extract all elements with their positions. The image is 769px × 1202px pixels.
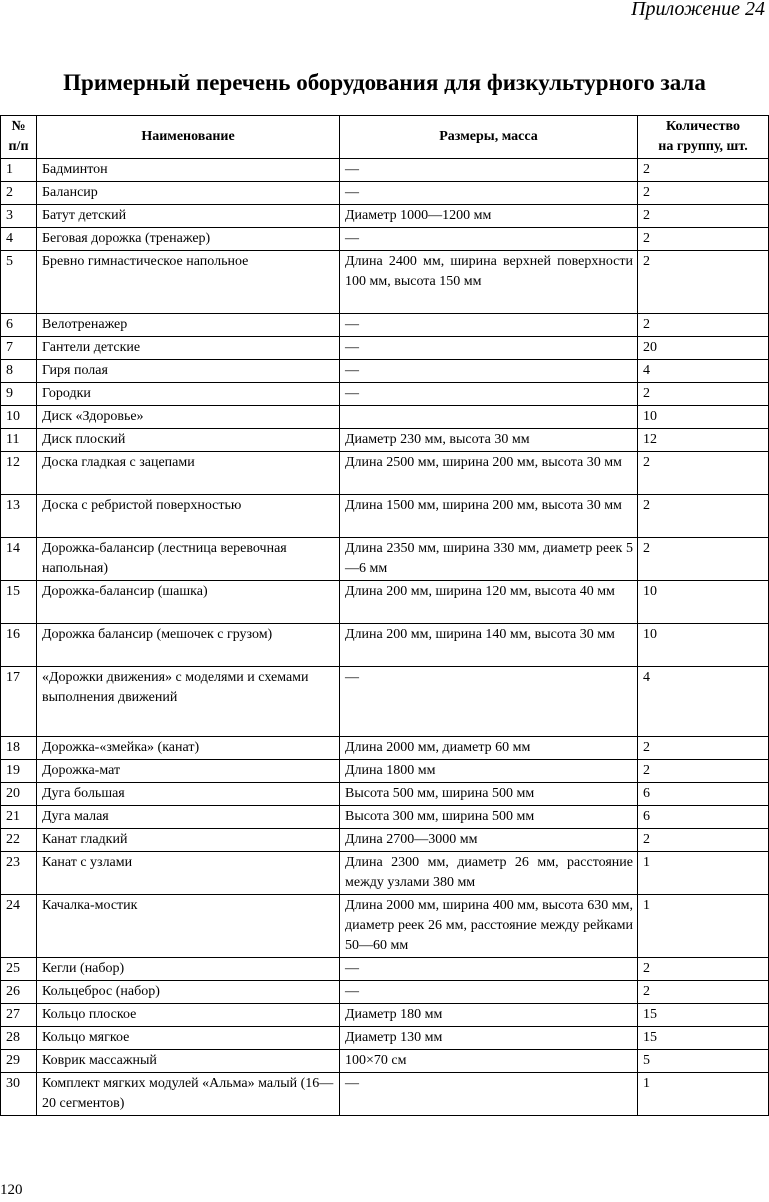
cell-size: Длина 2300 мм, диаметр 26 мм, расстояние между узлами 380 мм	[340, 852, 638, 895]
cell-name: Дорожка-«змейка» (канат)	[37, 737, 340, 760]
cell-number: 10	[1, 406, 37, 429]
table-row	[1, 182, 769, 205]
cell-quantity: 2	[638, 495, 769, 538]
table-row	[1, 159, 769, 182]
cell-size: Длина 1500 мм, ширина 200 мм, высота 30 мм	[340, 495, 638, 538]
appendix-label: Приложение 24	[631, 0, 765, 20]
table-row	[1, 205, 769, 228]
cell-size: —	[340, 667, 638, 737]
cell-size: Длина 2400 мм, ширина верхней поверхности 100 мм, высота 150 мм	[340, 251, 638, 314]
cell-quantity: 4	[638, 360, 769, 383]
cell-quantity: 2	[638, 383, 769, 406]
cell-name: Диск плоский	[37, 429, 340, 452]
cell-name: Кольцо мягкое	[37, 1027, 340, 1050]
cell-number: 26	[1, 981, 37, 1004]
cell-name: Качалка-мостик	[37, 895, 340, 958]
cell-number: 13	[1, 495, 37, 538]
table-row	[1, 829, 769, 852]
table-row	[1, 360, 769, 383]
cell-quantity: 5	[638, 1050, 769, 1073]
cell-size: 100×70 см	[340, 1050, 638, 1073]
table-row	[1, 383, 769, 406]
cell-number: 27	[1, 1004, 37, 1027]
cell-size: —	[340, 337, 638, 360]
cell-number: 11	[1, 429, 37, 452]
cell-name: Городки	[37, 383, 340, 406]
cell-name: Дорожка-балансир (шашка)	[37, 581, 340, 624]
cell-number: 30	[1, 1073, 37, 1116]
cell-quantity: 6	[638, 783, 769, 806]
cell-size: —	[340, 958, 638, 981]
table-row	[1, 251, 769, 314]
cell-number: 7	[1, 337, 37, 360]
table-row	[1, 228, 769, 251]
cell-quantity: 2	[638, 958, 769, 981]
cell-quantity: 10	[638, 581, 769, 624]
table-row	[1, 406, 769, 429]
cell-size: Высота 500 мм, ширина 500 мм	[340, 783, 638, 806]
table-row	[1, 581, 769, 624]
cell-name: Диск «Здоровье»	[37, 406, 340, 429]
cell-quantity: 2	[638, 981, 769, 1004]
cell-number: 28	[1, 1027, 37, 1050]
cell-size: —	[340, 360, 638, 383]
cell-size: Длина 2000 мм, диаметр 60 мм	[340, 737, 638, 760]
cell-number: 22	[1, 829, 37, 852]
cell-name: «Дорожки движения» с моделями и схемами выполнения движений	[37, 667, 340, 737]
table-row	[1, 1050, 769, 1073]
cell-quantity: 1	[638, 1073, 769, 1116]
cell-name: Комплект мягких модулей «Альма» малый (16—20 сегментов)	[37, 1073, 340, 1116]
cell-size	[340, 406, 638, 429]
table-row	[1, 895, 769, 958]
cell-number: 29	[1, 1050, 37, 1073]
cell-number: 8	[1, 360, 37, 383]
cell-number: 4	[1, 228, 37, 251]
cell-name: Кольцеброс (набор)	[37, 981, 340, 1004]
table-row	[1, 852, 769, 895]
cell-quantity: 2	[638, 829, 769, 852]
cell-quantity: 10	[638, 406, 769, 429]
cell-quantity: 1	[638, 895, 769, 958]
table-row	[1, 783, 769, 806]
cell-quantity: 2	[638, 182, 769, 205]
cell-number: 18	[1, 737, 37, 760]
cell-size: Длина 200 мм, ширина 120 мм, высота 40 мм	[340, 581, 638, 624]
cell-name: Доска с ребристой поверхностью	[37, 495, 340, 538]
cell-quantity: 2	[638, 314, 769, 337]
cell-size: Диаметр 230 мм, высота 30 мм	[340, 429, 638, 452]
cell-quantity: 1	[638, 852, 769, 895]
cell-name: Дорожка-балансир (лестница веревочная напольная)	[37, 538, 340, 581]
cell-name: Дорожка-мат	[37, 760, 340, 783]
cell-number: 19	[1, 760, 37, 783]
cell-size: Диаметр 180 мм	[340, 1004, 638, 1027]
equipment-table	[0, 115, 769, 1116]
table-row	[1, 337, 769, 360]
cell-quantity: 2	[638, 205, 769, 228]
cell-quantity: 12	[638, 429, 769, 452]
table-row	[1, 429, 769, 452]
column-header-quantity: Количество на группу, шт.	[638, 116, 769, 159]
cell-name: Батут детский	[37, 205, 340, 228]
cell-size: —	[340, 182, 638, 205]
cell-number: 9	[1, 383, 37, 406]
cell-quantity: 2	[638, 760, 769, 783]
cell-name: Беговая дорожка (тренажер)	[37, 228, 340, 251]
cell-number: 14	[1, 538, 37, 581]
cell-size: Длина 2500 мм, ширина 200 мм, высота 30 мм	[340, 452, 638, 495]
table-row	[1, 737, 769, 760]
cell-quantity: 15	[638, 1004, 769, 1027]
table-row	[1, 760, 769, 783]
cell-number: 2	[1, 182, 37, 205]
cell-size: —	[340, 228, 638, 251]
cell-number: 17	[1, 667, 37, 737]
cell-size: —	[340, 1073, 638, 1116]
column-header-name: Наименование	[37, 116, 340, 159]
cell-number: 6	[1, 314, 37, 337]
table-header-row	[1, 116, 769, 159]
cell-quantity: 6	[638, 806, 769, 829]
cell-quantity: 2	[638, 538, 769, 581]
cell-number: 12	[1, 452, 37, 495]
cell-quantity: 2	[638, 159, 769, 182]
page-number: 120	[0, 1182, 23, 1198]
cell-number: 1	[1, 159, 37, 182]
cell-number: 3	[1, 205, 37, 228]
cell-name: Доска гладкая с зацепами	[37, 452, 340, 495]
cell-number: 20	[1, 783, 37, 806]
cell-name: Велотренажер	[37, 314, 340, 337]
table-row	[1, 981, 769, 1004]
cell-size: Диаметр 1000—1200 мм	[340, 205, 638, 228]
cell-size: Длина 200 мм, ширина 140 мм, высота 30 мм	[340, 624, 638, 667]
cell-quantity: 2	[638, 251, 769, 314]
cell-size: Длина 1800 мм	[340, 760, 638, 783]
cell-size: —	[340, 383, 638, 406]
cell-number: 16	[1, 624, 37, 667]
cell-size: —	[340, 981, 638, 1004]
cell-name: Гиря полая	[37, 360, 340, 383]
cell-size: —	[340, 159, 638, 182]
cell-number: 25	[1, 958, 37, 981]
table-row	[1, 1004, 769, 1027]
cell-name: Кольцо плоское	[37, 1004, 340, 1027]
cell-name: Кегли (набор)	[37, 958, 340, 981]
table-row	[1, 624, 769, 667]
cell-quantity: 15	[638, 1027, 769, 1050]
cell-quantity: 2	[638, 737, 769, 760]
cell-number: 15	[1, 581, 37, 624]
table-row	[1, 1073, 769, 1116]
cell-name: Канат гладкий	[37, 829, 340, 852]
cell-size: Диаметр 130 мм	[340, 1027, 638, 1050]
cell-quantity: 2	[638, 452, 769, 495]
cell-quantity: 10	[638, 624, 769, 667]
cell-name: Дуга малая	[37, 806, 340, 829]
cell-size: Длина 2350 мм, ширина 330 мм, диаметр реек 5—6 мм	[340, 538, 638, 581]
cell-number: 5	[1, 251, 37, 314]
cell-number: 21	[1, 806, 37, 829]
cell-size: Длина 2000 мм, ширина 400 мм, высота 630 мм, диаметр реек 26 мм, расстояние между рейками 50—60 мм	[340, 895, 638, 958]
column-header-size: Размеры, масса	[340, 116, 638, 159]
cell-quantity: 4	[638, 667, 769, 737]
cell-name: Дорожка балансир (мешочек с грузом)	[37, 624, 340, 667]
cell-name: Бревно гимнастическое напольное	[37, 251, 340, 314]
cell-name: Балансир	[37, 182, 340, 205]
table-row	[1, 452, 769, 495]
cell-name: Канат с узлами	[37, 852, 340, 895]
cell-size: Высота 300 мм, ширина 500 мм	[340, 806, 638, 829]
cell-name: Гантели детские	[37, 337, 340, 360]
table-row	[1, 806, 769, 829]
cell-size: —	[340, 314, 638, 337]
cell-size: Длина 2700—3000 мм	[340, 829, 638, 852]
table-row	[1, 667, 769, 737]
table-row	[1, 538, 769, 581]
cell-name: Коврик массажный	[37, 1050, 340, 1073]
table-row	[1, 958, 769, 981]
table-row	[1, 1027, 769, 1050]
page-title: Примерный перечень оборудования для физкультурного зала	[63, 70, 706, 95]
cell-number: 23	[1, 852, 37, 895]
cell-quantity: 20	[638, 337, 769, 360]
cell-quantity: 2	[638, 228, 769, 251]
table-row	[1, 495, 769, 538]
cell-name: Дуга большая	[37, 783, 340, 806]
column-header-number: № п/п	[1, 116, 37, 159]
table-row	[1, 314, 769, 337]
cell-name: Бадминтон	[37, 159, 340, 182]
cell-number: 24	[1, 895, 37, 958]
